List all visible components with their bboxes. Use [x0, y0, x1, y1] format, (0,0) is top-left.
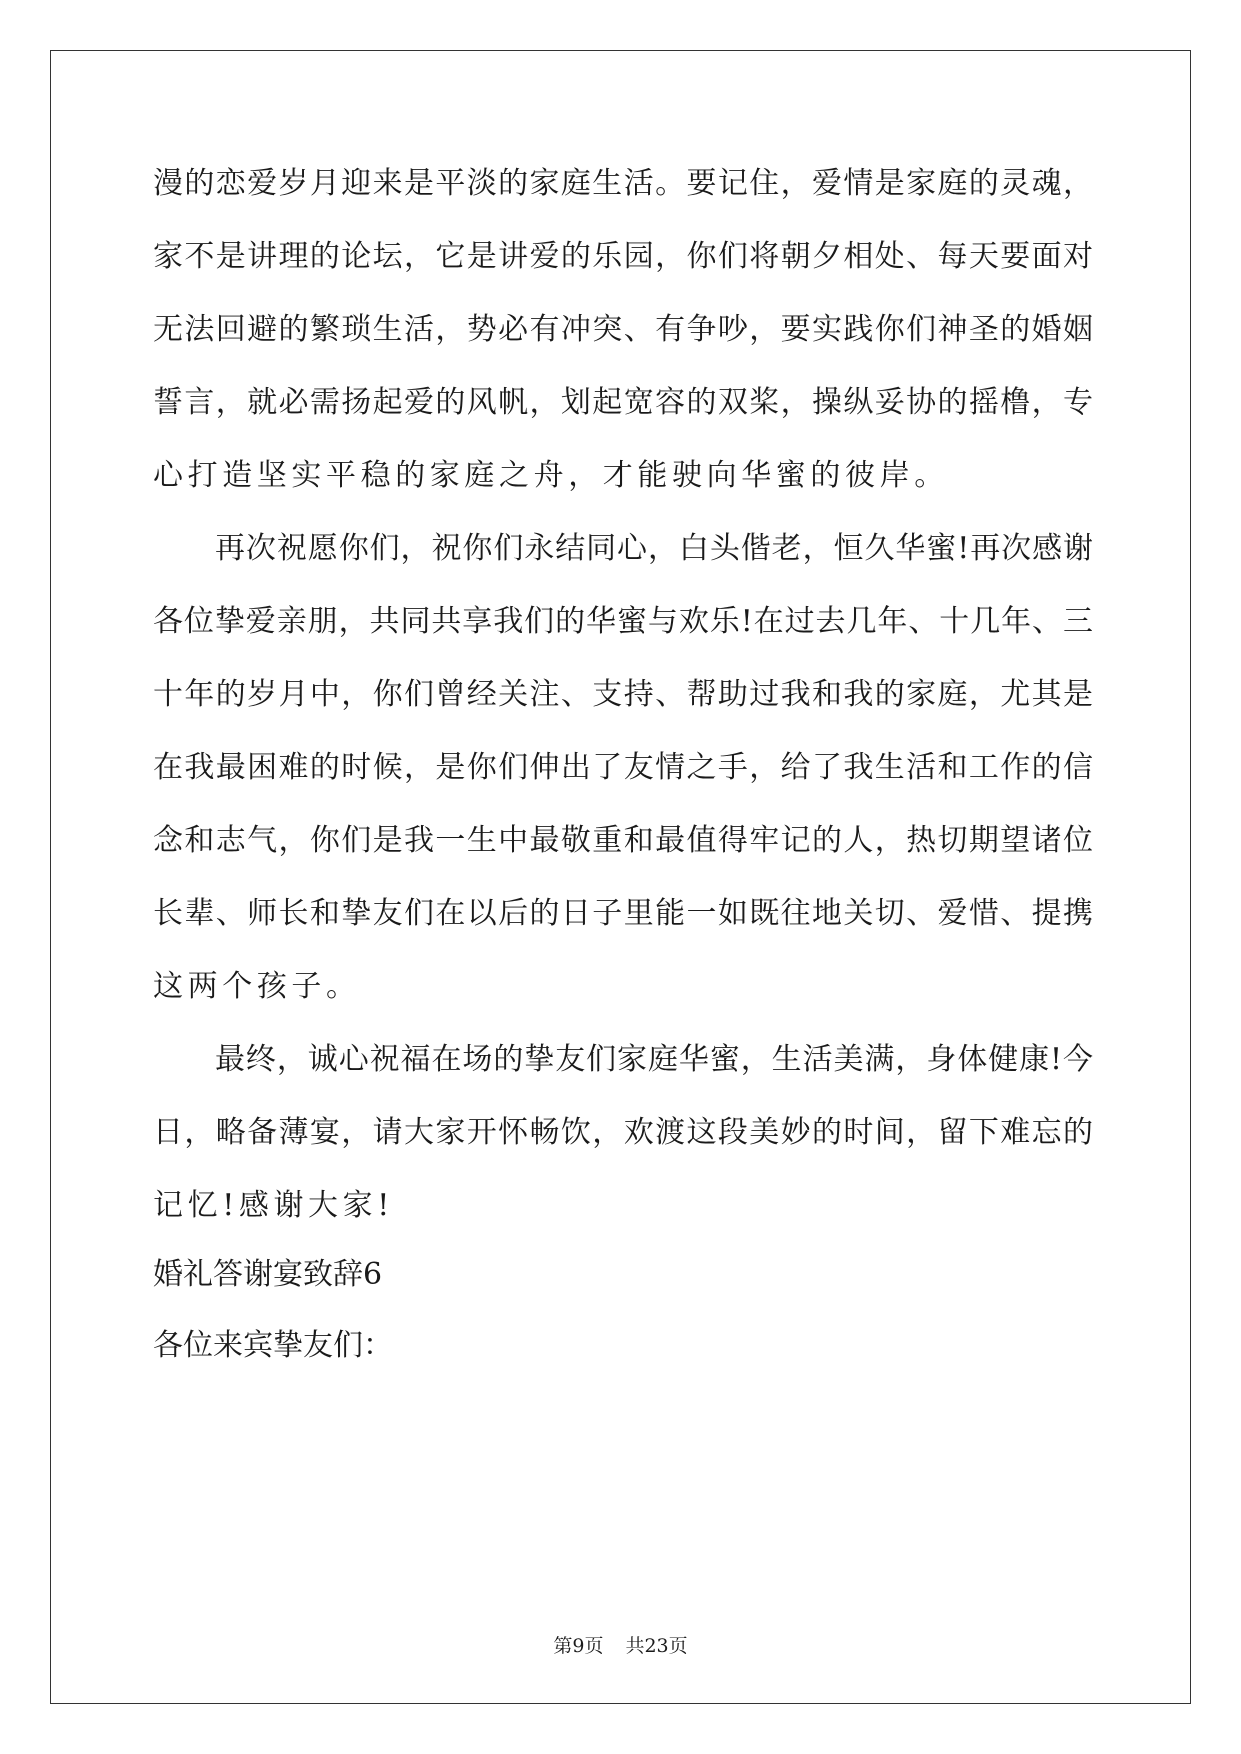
- paragraph-line: 再次祝愿你们，祝你们永结同心，白头偕老，恒久华蜜!再次感谢: [215, 531, 1093, 566]
- page-footer: [0, 1634, 1241, 1658]
- paragraph-line: 家不是讲理的论坛，它是讲爱的乐园，你们将朝夕相处、每天要面对: [153, 239, 1093, 274]
- paragraph-line: 记忆!感谢大家!: [153, 1188, 394, 1223]
- paragraph-line: 心打造坚实平稳的家庭之舟，才能驶向华蜜的彼岸。: [153, 458, 949, 493]
- paragraph-line: 长辈、师长和挚友们在以后的日子里能一如既往地关切、爱惜、提携: [153, 896, 1093, 931]
- page-number-total: 共23页: [625, 1635, 688, 1657]
- section-heading: 婚礼答谢宴致辞6: [153, 1257, 383, 1292]
- paragraph-line: 各位挚爱亲朋，共同共享我们的华蜜与欢乐!在过去几年、十几年、三: [153, 604, 1093, 639]
- paragraph-line: 这两个孩子。: [153, 969, 361, 1004]
- paragraph-line: 十年的岁月中，你们曾经关注、支持、帮助过我和我的家庭，尤其是: [153, 677, 1093, 712]
- paragraph-line: 最终，诚心祝福在场的挚友们家庭华蜜，生活美满，身体健康!今: [215, 1042, 1093, 1077]
- paragraph-line: 漫的恋爱岁月迎来是平淡的家庭生活。要记住，爱情是家庭的灵魂，: [153, 166, 1093, 201]
- paragraph-line: 在我最困难的时候，是你们伸出了友情之手，给了我生活和工作的信: [153, 750, 1093, 785]
- page-number-current: 第9页: [553, 1635, 604, 1657]
- paragraph-line: 日，略备薄宴，请大家开怀畅饮，欢渡这段美妙的时间，留下难忘的: [153, 1115, 1093, 1150]
- paragraph-line: 誓言，就必需扬起爱的风帆，划起宽容的双桨，操纵妥协的摇橹，专: [153, 385, 1093, 420]
- paragraph-line: 念和志气，你们是我一生中最敬重和最值得牢记的人，热切期望诸位: [153, 823, 1093, 858]
- page-border: [50, 50, 1191, 1704]
- salutation: 各位来宾挚友们：: [153, 1328, 393, 1363]
- paragraph-line: 无法回避的繁琐生活，势必有冲突、有争吵，要实践你们神圣的婚姻: [153, 312, 1093, 347]
